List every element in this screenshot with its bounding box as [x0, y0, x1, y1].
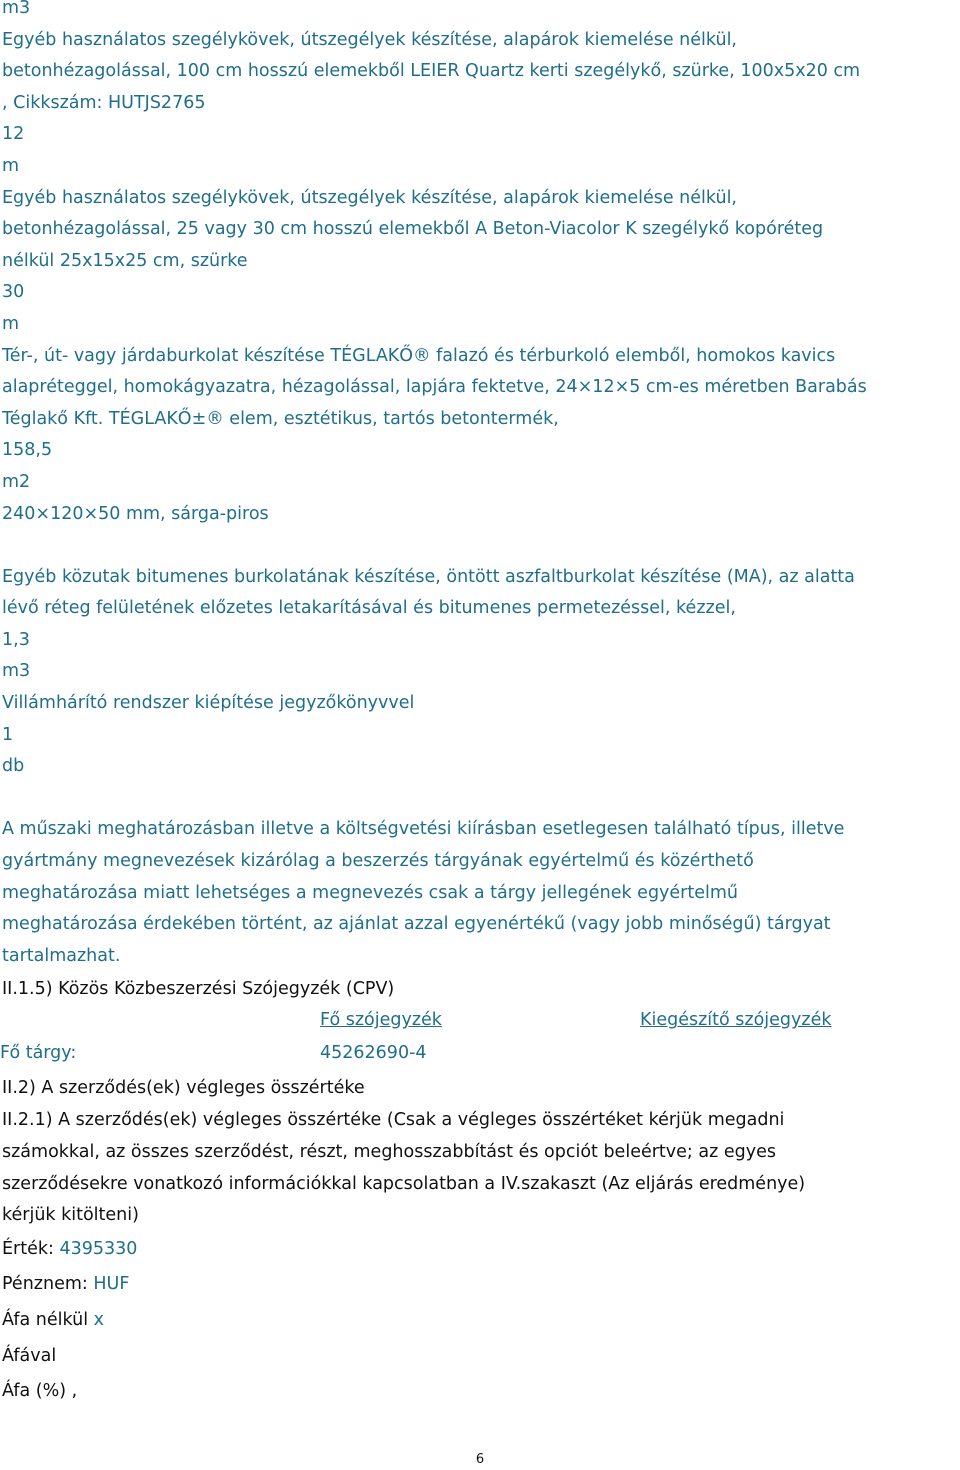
text-line: , Cikkszám: HUTJS2765: [2, 92, 206, 113]
note-line: gyártmány megnevezések kizárólag a beszerzés tárgyának egyértelmű és közérthető: [2, 851, 754, 872]
cpv-main-vocabulary-header: Fő szójegyzék: [320, 1010, 442, 1031]
vat-excluded-row: [2, 1303, 958, 1339]
text-line: db: [2, 756, 25, 777]
cpv-header-row: [2, 1006, 958, 1039]
text-line: Téglakő Kft. TÉGLAKŐ±® elem, esztétikus, tartós betontermék,: [2, 408, 559, 429]
document-body: [2, 0, 958, 1410]
subsection-line: II.2.1) A szerződés(ek) végleges összértéke (Csak a végleges összértéket kérjük megadni: [2, 1110, 785, 1131]
cpv-main-object-code: 45262690-4: [320, 1043, 427, 1064]
note-paragraph: [2, 814, 958, 972]
text-line: m2: [2, 471, 31, 492]
text-line: m3: [2, 661, 31, 682]
vat-included-label: Áfával: [2, 1345, 57, 1366]
text-line: Villámhárító rendszer kiépítése jegyzőkönyvvel: [2, 693, 415, 714]
value-label: Érték:: [2, 1238, 54, 1259]
cpv-section-title: II.1.5) Közös Közbeszerzési Szójegyzék (CPV): [2, 979, 395, 1000]
vat-excluded-mark: x: [93, 1309, 105, 1330]
cpv-main-object-label: Fő tárgy:: [0, 1043, 77, 1064]
text-line: betonhézagolással, 25 vagy 30 cm hosszú elemekből A Beton-Viacolor K szegélykő kopóréteg: [2, 219, 824, 240]
vat-percent-label: Áfa (%) ,: [2, 1381, 78, 1402]
vat-percent-row: [2, 1374, 958, 1410]
note-line: meghatározása érdekében történt, az ajánlat azzal egyenértékű (vagy jobb minőségű) tárgyat: [2, 914, 831, 935]
text-line: 30: [2, 282, 25, 303]
cpv-main-object-row: [2, 1039, 958, 1071]
text-line: lévő réteg felületének előzetes letakarításával és bitumenes permetezéssel, kézzel,: [2, 598, 736, 619]
text-line: Egyéb használatos szegélykövek, útszegélyek készítése, alapárok kiemelése nélkül,: [2, 187, 737, 208]
text-line: 240×120×50 mm, sárga-piros: [2, 503, 269, 524]
contract-value-subsection: [2, 1105, 958, 1231]
item-list-mid: [2, 562, 958, 783]
vat-included-row: [2, 1339, 958, 1375]
text-line: betonhézagolással, 100 cm hosszú elemekből LEIER Quartz kerti szegélykő, szürke, 100x5x20 cm: [2, 61, 861, 82]
subsection-line: kérjük kitölteni): [2, 1205, 139, 1226]
item-list-top: [2, 0, 958, 530]
subsection-line: szerződésekre vonatkozó információkkal kapcsolatban a IV.szakaszt (Az eljárás eredménye): [2, 1173, 806, 1194]
text-line: Tér-, út- vagy járdaburkolat készítése TÉGLAKŐ® falazó és térburkoló elemből, homokos kavics: [2, 345, 836, 366]
contract-value-section-title: II.2) A szerződés(ek) végleges összértéke: [2, 1078, 365, 1099]
text-line: m3: [2, 0, 31, 18]
text-line: m: [2, 155, 20, 176]
value-amount: 4395330: [59, 1238, 138, 1259]
text-line: 158,5: [2, 440, 53, 461]
text-line: 1,3: [2, 629, 30, 650]
text-line: Egyéb közutak bitumenes burkolatának készítése, öntött aszfaltburkolat készítése (MA), az alatta: [2, 566, 855, 587]
blank-line: [2, 530, 958, 562]
note-line: tartalmazhat.: [2, 945, 121, 966]
value-row: [2, 1232, 958, 1268]
text-line: 12: [2, 124, 25, 145]
text-line: m: [2, 313, 20, 334]
note-line: meghatározása miatt lehetséges a megnevezés csak a tárgy jellegének egyértelmű: [2, 882, 738, 903]
text-line: alapréteggel, homokágyazatra, hézagolással, lapjára fektetve, 24×12×5 cm-es méretben Barabás: [2, 377, 867, 398]
blank-line: [2, 783, 958, 815]
text-line: nélkül 25x15x25 cm, szürke: [2, 250, 248, 271]
page-number: 6: [475, 1452, 485, 1467]
text-line: Egyéb használatos szegélykövek, útszegélyek készítése, alapárok kiemelése nélkül,: [2, 29, 737, 50]
cpv-supplementary-vocabulary-header: Kiegészítő szójegyzék: [640, 1010, 832, 1031]
subsection-line: számokkal, az összes szerződést, részt, meghosszabbítást és opciót beleértve; az egyes: [2, 1142, 776, 1162]
currency-value: HUF: [93, 1274, 130, 1295]
text-line: 1: [2, 724, 14, 745]
currency-row: [2, 1267, 958, 1303]
vat-excluded-label: Áfa nélkül: [2, 1309, 89, 1330]
currency-label: Pénznem:: [2, 1274, 88, 1295]
note-line: A műszaki meghatározásban illetve a költségvetési kiírásban esetlegesen található típus, illetve: [2, 819, 845, 840]
